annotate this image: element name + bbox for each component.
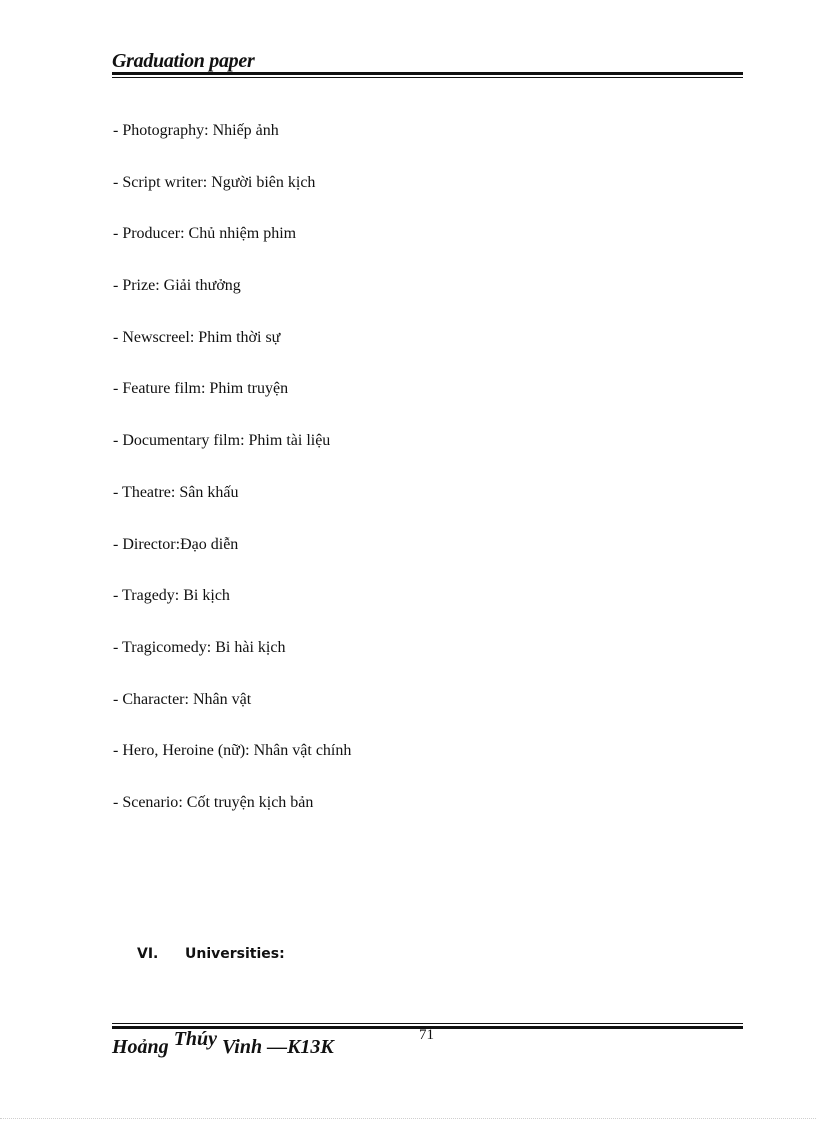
footer-author-part: Hoảng (112, 1036, 174, 1058)
glossary-item: - Photography: Nhiếp ảnh (113, 122, 279, 139)
glossary-term: Documentary film (122, 432, 241, 450)
glossary-term: Photography (122, 122, 205, 139)
glossary-separator: : (245, 742, 254, 760)
glossary-item: - Director:Đạo diễn (113, 535, 239, 553)
glossary-meaning: Nhiếp ảnh (212, 122, 279, 139)
glossary-term: Script writer (122, 173, 203, 191)
page-number: 71 (419, 1027, 434, 1043)
glossary-item: - Tragicomedy: Bi hài kịch (113, 638, 286, 656)
footer-rule-thin (112, 1023, 743, 1024)
glossary-meaning: Đạo diễn (180, 535, 239, 553)
section-number: VI. (137, 946, 159, 962)
glossary-item: - Theatre: Sân khấu (113, 483, 239, 501)
header-title: Graduation paper (112, 50, 255, 72)
glossary-term: Producer (122, 225, 181, 243)
glossary-item: - Script writer: Người biên kịch (113, 173, 316, 191)
footer-author-part: Thúy (173, 1028, 218, 1050)
glossary-term: Hero, Heroine (nữ) (122, 742, 246, 760)
glossary-meaning: Nhân vật (192, 690, 252, 708)
glossary-separator: : (174, 587, 184, 605)
glossary-item: - Prize: Giải thưởng (113, 277, 241, 295)
glossary-meaning: Phim thời sự (198, 328, 281, 346)
glossary-separator: : (184, 690, 193, 708)
glossary-term: Director (122, 535, 176, 553)
glossary-term: Feature film (122, 380, 201, 398)
glossary-term: Scenario (122, 793, 179, 811)
glossary-separator: : (200, 380, 210, 398)
section-title: Universities: (185, 946, 285, 962)
glossary-separator: : (206, 638, 216, 656)
section-heading (137, 946, 285, 962)
glossary-item: - Character: Nhân vật (113, 690, 252, 708)
glossary-separator: : (180, 225, 189, 243)
glossary-item: - Tragedy: Bi kịch (113, 587, 230, 605)
glossary-meaning: Bi kịch (183, 587, 230, 605)
glossary-item: - Producer: Chủ nhiệm phim (113, 225, 297, 243)
header-rule-thick (112, 72, 743, 75)
header-rule-thin (112, 77, 743, 78)
glossary-term: Theatre (122, 483, 171, 501)
glossary-meaning: Giải thưởng (163, 277, 241, 295)
glossary-separator: : (178, 793, 187, 811)
glossary-meaning: Bi hài kịch (215, 638, 286, 656)
footer-author (112, 1028, 334, 1059)
glossary-item: - Documentary film: Phim tài liệu (113, 432, 331, 450)
footer-author-part: Vinh —K13K (217, 1036, 334, 1058)
glossary-meaning: Cốt truyện kịch bản (186, 793, 314, 811)
glossary-item: - Feature film: Phim truyện (113, 380, 289, 398)
glossary-item: - Hero, Heroine (nữ): Nhân vật chính (113, 742, 352, 760)
glossary-separator: : (240, 432, 249, 450)
glossary-meaning: Sân khấu (179, 483, 239, 501)
glossary-meaning: Phim truyện (209, 380, 289, 398)
glossary-separator: : (204, 122, 213, 139)
page-edge-dotted-line (0, 1118, 816, 1119)
glossary-term: Newscreel (122, 328, 190, 346)
glossary-item: - Scenario: Cốt truyện kịch bản (113, 793, 314, 811)
glossary-meaning: Nhân vật chính (253, 742, 352, 760)
glossary-separator: : (175, 535, 181, 553)
glossary-term: Tragicomedy (122, 638, 207, 656)
glossary-meaning: Chủ nhiệm phim (188, 225, 297, 243)
glossary-term: Tragedy (122, 587, 175, 605)
glossary-term: Character (122, 690, 185, 708)
glossary-separator: : (170, 483, 180, 501)
glossary-separator: : (189, 328, 199, 346)
glossary-item: - Newscreel: Phim thời sự (113, 328, 281, 346)
glossary-separator: : (202, 173, 212, 191)
glossary-term: Prize (122, 277, 156, 295)
glossary-meaning: Phim tài liệu (248, 432, 331, 450)
glossary-meaning: Người biên kịch (211, 173, 316, 191)
glossary-separator: : (155, 277, 164, 295)
glossary-list (113, 117, 713, 841)
